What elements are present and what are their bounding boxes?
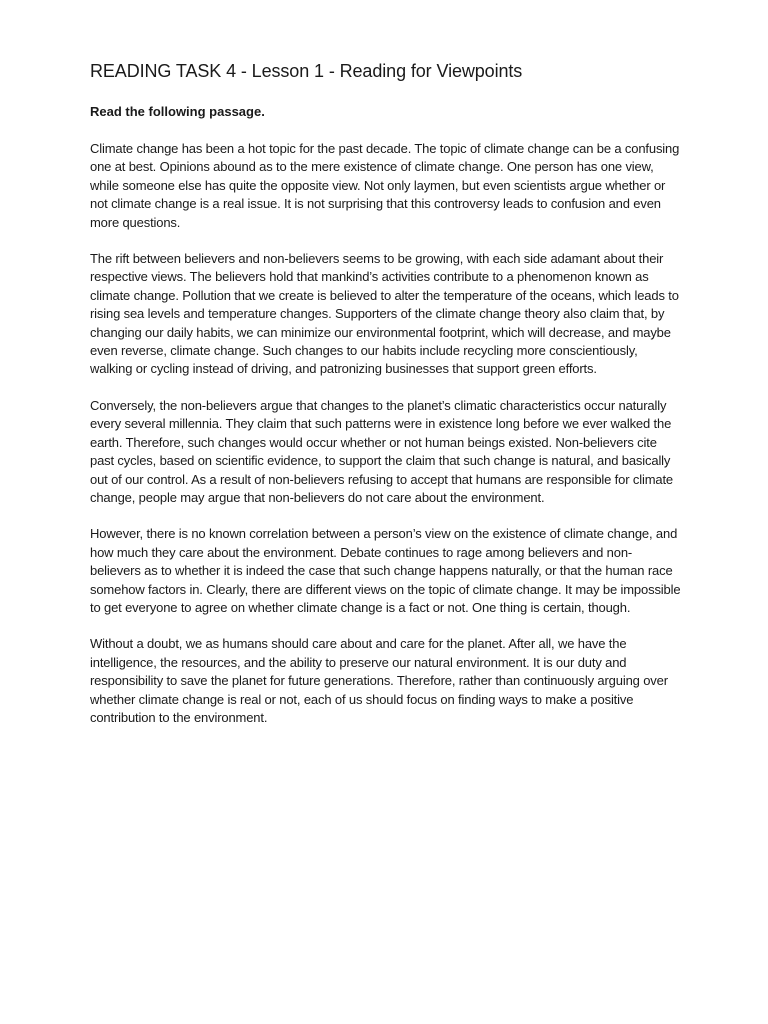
paragraph-4: However, there is no known correlation between a person’s view on the existence of climate change, and how much they care about the environment. Debate continues to rage among believers and non-believers as to whether it is indeed the case that such change happens naturally, or that the human race somehow factors in. Clearly, there are different views on the topic of climate change. It may be impossible to get everyone to agree on whether climate change is a fact or not. One thing is certain, though. <box>90 526 681 615</box>
paragraph-3: Conversely, the non-believers argue that changes to the planet’s climatic characteristics occur naturally every several millennia. They claim that such patterns were in existence long before we ever walked the earth. Therefore, such changes would occur whether or not human beings existed. Non-believers cite past cycles, based on scientific evidence, to support the claim that such change is natural, and basically out of our control. As a result of non-believers refusing to accept that humans are responsible for climate change, people may argue that non-believers do not care about the environment. <box>90 397 673 505</box>
paragraph-5: Without a doubt, we as humans should care about and care for the planet. After all, we have the intelligence, the resources, and the ability to preserve our natural environment. It is our duty and responsibility to save the planet for future generations. Therefore, rather than continuously arguing over whether climate change is real or not, each of us should focus on finding ways to make a positive contribution to the environment. <box>90 636 668 725</box>
paragraph-1: Climate change has been a hot topic for the past decade. The topic of climate change can be a confusing one at best. Opinions abound as to the mere existence of climate change. One person has one view, while someone else has quite the opposite view. Not only laymen, but even scientists argue whether or not climate change is a real issue. It is not surprising that this controversy leads to confusion and even more questions. <box>90 141 680 230</box>
document-page <box>90 58 682 727</box>
paragraph-2: The rift between believers and non-believers seems to be growing, with each side adamant about their respective views. The believers hold that mankind’s activities contribute to a phenomenon known as climate change. Pollution that we create is believed to alter the temperature of the oceans, which leads to rising sea levels and temperature changes. Supporters of the climate change theory also claim that, by changing our daily habits, we can minimize our environmental footprint, which will decrease, and maybe even reverse, climate change. Such changes to our habits include recycling more conscientiously, walking or cycling instead of driving, and patronizing businesses that support green efforts. <box>90 251 679 377</box>
instruction-text: Read the following passage. <box>90 104 265 119</box>
document-title: READING TASK 4 - Lesson 1 - Reading for Viewpoints <box>90 61 523 81</box>
